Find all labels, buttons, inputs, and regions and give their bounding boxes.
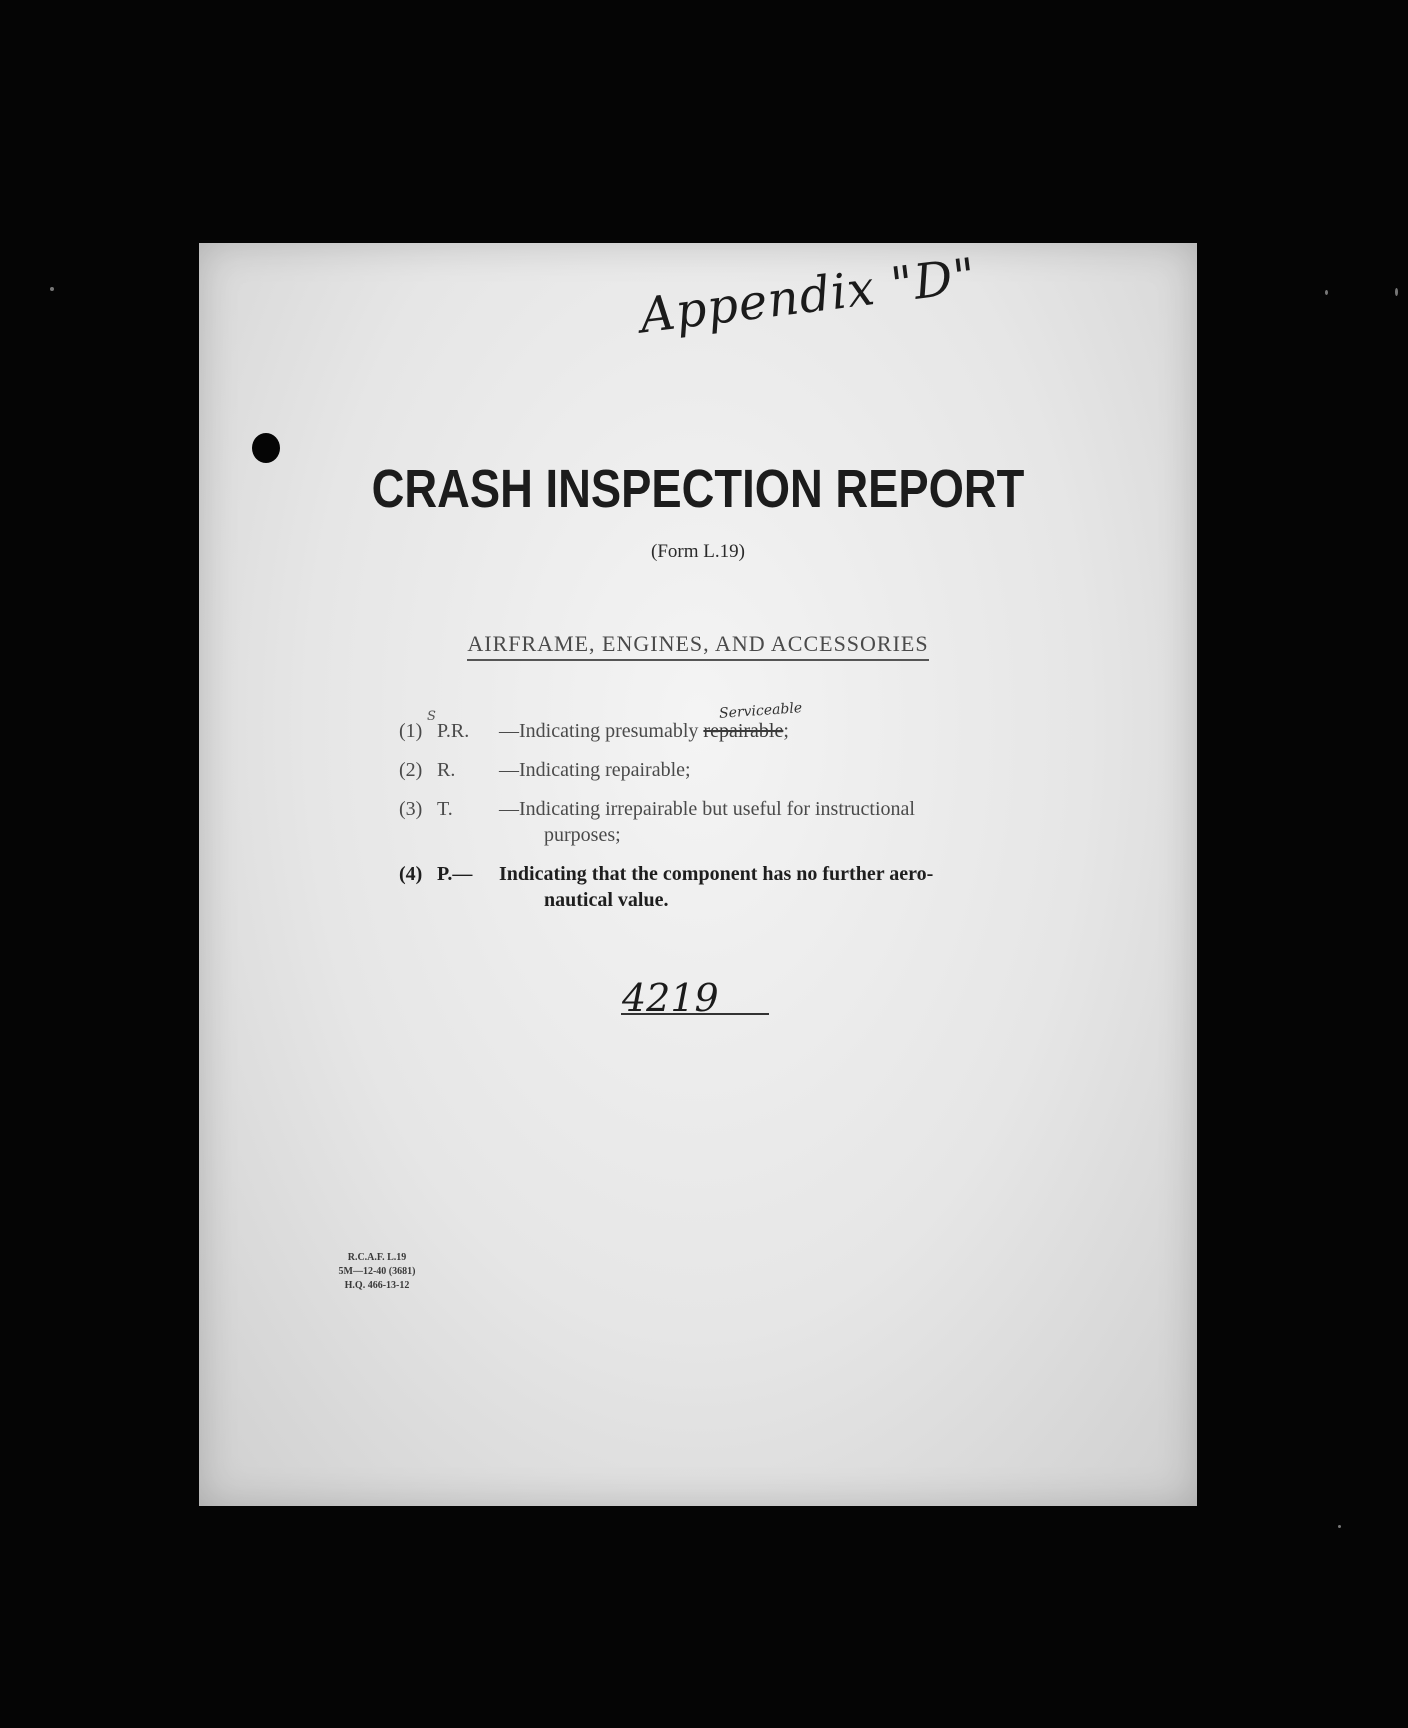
legend-description xyxy=(399,861,1019,913)
background-speck xyxy=(1395,288,1398,296)
legend-continuation: nautical value. xyxy=(544,889,669,911)
legend-continuation: purposes; xyxy=(544,824,621,846)
legend-description xyxy=(399,796,1019,848)
background-speck xyxy=(1338,1525,1341,1528)
handwritten-appendix-note: Appendix "D" xyxy=(636,247,980,345)
legend-item xyxy=(399,700,1019,744)
legend-number: (3) xyxy=(399,798,423,820)
legend-code: P.R. xyxy=(437,720,470,742)
legend-suffix: ; xyxy=(783,720,789,742)
background-speck xyxy=(50,287,54,291)
legend-number: (4) xyxy=(399,863,423,885)
report-cover-page xyxy=(199,243,1197,1506)
legend-code: T. xyxy=(437,798,453,820)
legend-number: (2) xyxy=(399,759,423,781)
imprint-line: R.C.A.F. L.19 xyxy=(347,1252,407,1263)
legend-item xyxy=(399,796,1019,848)
legend-text: —Indicating presumably xyxy=(499,720,699,742)
handwritten-code-overwrite: S xyxy=(427,709,436,724)
struck-word: repairable xyxy=(703,720,784,742)
form-number: (Form L.19) xyxy=(651,541,745,562)
punch-hole xyxy=(252,433,280,463)
legend-code: R. xyxy=(437,759,456,781)
section-heading xyxy=(199,631,1197,657)
legend-item xyxy=(399,861,1019,913)
legend-number: (1) xyxy=(399,720,423,742)
page-title: CRASH INSPECTION REPORT xyxy=(371,459,1025,519)
condition-code-legend xyxy=(399,700,1019,926)
legend-code: P.— xyxy=(437,863,473,885)
legend-description: —Indicating repairable; xyxy=(499,759,691,781)
background-speck xyxy=(1325,290,1328,295)
printer-imprint xyxy=(317,1251,437,1293)
imprint-line: H.Q. 466-13-12 xyxy=(344,1280,410,1291)
handwritten-file-number: 4219 xyxy=(622,976,719,1020)
section-heading-text: AIRFRAME, ENGINES, AND ACCESSORIES xyxy=(467,631,928,661)
imprint-line: 5M—12-40 (3681) xyxy=(338,1266,416,1277)
handwritten-inserted-word: Serviceable xyxy=(718,700,803,722)
legend-item xyxy=(399,757,1019,783)
legend-description xyxy=(399,718,1019,744)
legend-text: —Indicating irrepairable but useful for instructional xyxy=(499,798,915,820)
legend-text: Indicating that the component has no further aero- xyxy=(499,863,934,885)
file-number-underline xyxy=(621,1013,769,1015)
